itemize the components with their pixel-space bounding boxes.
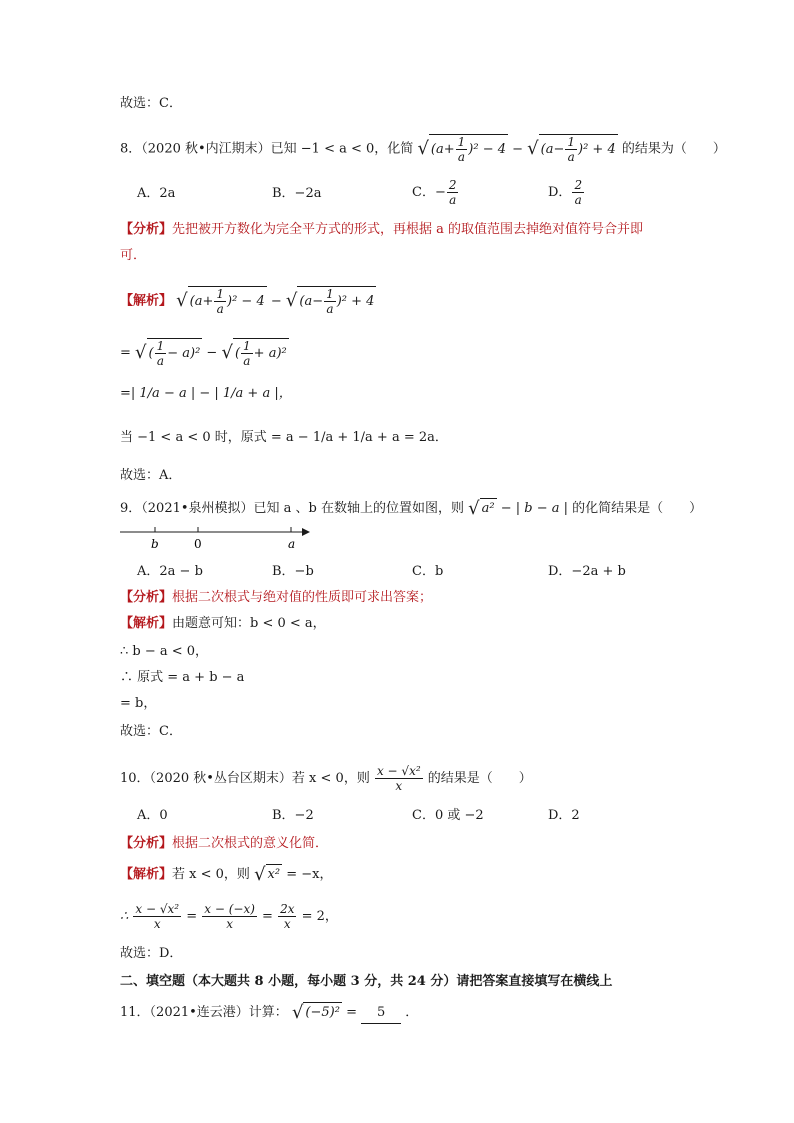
solution-tag: 【解析】 <box>120 616 173 631</box>
q10-step2: ∴ $\frac{\text{x − √x²}}{x}$ = $\frac{x - (-x)}{x}$ = $\frac{2x}{x}$ = 2， <box>120 902 338 931</box>
q8-analysis-cont: 可． <box>120 248 147 263</box>
q11-answer-blank: 5 <box>361 1003 401 1024</box>
q9-solution <box>120 614 326 634</box>
q9-stem <box>120 498 702 519</box>
q10-analysis-text: 根据二次根式的意义化简． <box>172 836 329 851</box>
q9-expression: √ a² − | b − a | <box>468 497 573 519</box>
q8-option-c: C．− $\frac{2}{a}$ <box>412 178 457 207</box>
axis-label-a: a <box>288 537 296 551</box>
q9-step3: ∴ 原式 = a + b − a <box>120 670 245 685</box>
solution-tag: 【解析】 <box>120 293 173 309</box>
q10-stem <box>120 764 532 793</box>
q8-option-b: B．−2a <box>272 186 322 201</box>
q9-step2: ∴ b − a < 0， <box>120 644 209 659</box>
q8-radical-expression: √ (a+ $\frac{1}{a}$ )² − 4 − √ (a− $\frac{1}{a}$ )² + 4 <box>417 135 616 164</box>
q10-solution: 【解析】若 x < 0，则 √ x² = −x， <box>120 863 333 885</box>
q8-stem-suffix: 的结果为（ ） <box>621 141 726 157</box>
q9-option-a: A．2a − b <box>137 564 203 579</box>
analysis-tag: 【分析】 <box>120 222 173 237</box>
q8-analysis <box>120 220 643 240</box>
q8-analysis-text: 先把被开方数化为完全平方式的形式，再根据 a 的取值范围去掉绝对值符号合并即 <box>172 222 644 237</box>
q10-answer: 故选：D． <box>120 946 183 961</box>
q9-step4: = b， <box>120 696 157 711</box>
q8-step2: = √ ( $\frac{1}{a}$ − a)² − √ ( $\frac{1}{a}$ + a)² <box>120 339 287 368</box>
solution-tag: 【解析】 <box>120 867 173 882</box>
q8-step3: =| 1/a − a | − | 1/a + a |， <box>120 386 292 401</box>
axis-label-zero: 0 <box>194 537 202 551</box>
analysis-tag: 【分析】 <box>120 590 173 605</box>
q10-option-a: A．0 <box>137 808 168 823</box>
q8-solution-expression: √ (a+ $\frac{1}{a}$ )² − 4 − √ (a− $\frac{1}{a}$ )² + 4 <box>176 287 375 316</box>
q10-option-d: D．2 <box>548 808 580 823</box>
q9-answer: 故选：C． <box>120 724 182 739</box>
q8-option-a: A．2a <box>137 186 176 201</box>
section-heading: 二、填空题（本大题共 8 小题，每小题 3 分，共 24 分）请把答案直接填写在横线上 <box>120 974 613 989</box>
q10-option-b: B．−2 <box>272 808 314 823</box>
q8-answer: 故选：A． <box>120 468 182 483</box>
q9-analysis <box>120 588 432 608</box>
number-line-figure <box>118 522 318 552</box>
q10-stem-prefix: 10．（2020 秋•丛台区期末）若 x < 0，则 <box>120 771 370 786</box>
q10-fraction: $\frac{\text{x − √x²}}{x}$ <box>376 764 421 793</box>
q9-stem-prefix: 9．（2021•泉州模拟）已知 a 、b 在数轴上的位置如图，则 <box>120 501 464 516</box>
q9-stem-suffix: 的化简结果是（ ） <box>572 501 703 516</box>
q8-solution <box>120 286 376 316</box>
q9-option-d: D．−2a + b <box>548 564 626 579</box>
axis-label-b: b <box>151 537 159 551</box>
q8-step4: 当 −1 < a < 0 时，原式 = a − 1/a + 1/a + a = 2a． <box>120 430 448 445</box>
q8-stem-prefix: 8．（2020 秋•内江期末）已知 −1 < a < 0，化简 <box>120 141 414 157</box>
arrow-icon <box>302 528 310 536</box>
q10-stem-suffix: 的结果是（ ） <box>427 771 532 786</box>
analysis-tag: 【分析】 <box>120 836 173 851</box>
q11-stem: 11．（2021•连云港）计算： √ (−5)² = 5 ． <box>120 1001 419 1023</box>
q9-solution-text: 由题意可知：b < 0 < a， <box>172 616 326 631</box>
q9-analysis-text: 根据二次根式与绝对值的性质即可求出答案； <box>172 590 433 605</box>
q7-answer: 故选：C． <box>120 96 182 111</box>
q8-option-d: D． $\frac{2}{a}$ <box>548 178 583 207</box>
q9-option-c: C．b <box>412 564 444 579</box>
q9-option-b: B．−b <box>272 564 314 579</box>
q8-stem <box>120 134 726 164</box>
q11-stem-prefix: 11．（2021•连云港）计算： <box>120 1005 288 1020</box>
q10-option-c: C．0 或 −2 <box>412 808 484 823</box>
q10-analysis <box>120 834 328 854</box>
